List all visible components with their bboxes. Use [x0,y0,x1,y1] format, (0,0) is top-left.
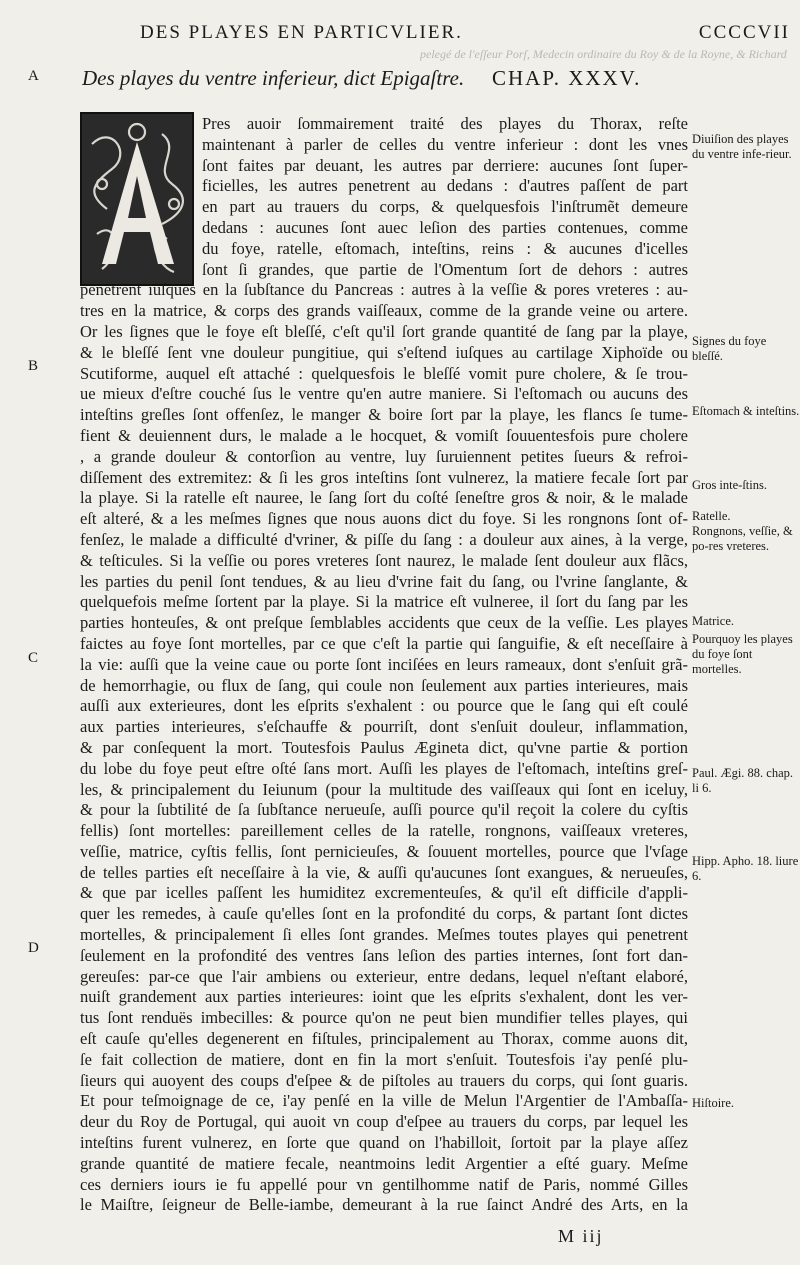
text-line: deur du Roy de Portugal, qui auoit vn coup d'eſpee au trauers du corps, par lequel les [80,1112,688,1132]
text-line: Et pour teſmoignage de ce, i'ay penſé en la ville de Melun l'Argentier de l'Ambaſſa- [80,1091,688,1111]
text-line: & teſticules. Si la veſſie ou pores vreteres ſont naurez, le malade ſent douleur aux flãcs, [80,550,688,570]
text-line: dedans : aucunes ſont auec leſion des parties contenues, comme [202,217,688,237]
text-line: ſe fait collection de matiere, dont en fin la mort s'enſuit. Toutesfois i'ay penſé plu- [80,1049,688,1069]
text-line: & pour la ſubtilité de ſa ſubſtance nerueuſe, auſſi pource qu'il reçoit la colere du cyſtis [80,800,688,820]
text-line: & par conſequent la mort. Toutesfois Paulus Ægineta dict, qu'vne partie & portion [80,737,688,757]
text-line: fellis) ſont mortelles: pareillement celles de la ratelle, rongnons, vaiſſeaux vreteres, [80,821,688,841]
text-line: nuiſt grandement aux parties interieures: ioint que les eſprits s'exhalent, dont les ver- [80,987,688,1007]
signature-mark: M iij [558,1226,604,1246]
side-note-history: Hiſtoire. [692,1096,735,1110]
text-line: diſſement des extremitez: & ſi les gros inteſtins ſont vulnerez, la matiere fecale ſort par [80,467,688,487]
text-line: les parties du penil ſont tendues, & au lieu d'vrine fait du ſang, ou l'vrine ſanglante, & [80,571,688,591]
side-note-divisions: Diuiſion des playes du ventre infe-rieur. [692,132,792,161]
text-line: mortelles, & principalement ſi elles ſont grandes. Meſmes toutes playes qui penetrent [80,925,688,945]
running-title: DES PLAYES EN PARTICVLIER. [140,22,463,43]
text-line: du foye, ratelle, eſtomach, inteſtins, reins : & aucunes d'icelles [202,238,688,258]
main-text-block [80,114,688,1216]
text-line: Or les ſignes que le foye eſt bleſſé, c'eſt qu'il ſort grande quantité de ſang par la playe, [80,321,688,341]
side-note-paulus: Paul. Ægi. 88. chap. li 6. [692,766,794,795]
text-line: fient & deuiennent durs, le malade a le hocquet, & vomiſt ſouuentesfois pure cholere [80,425,688,445]
chapter-title: Des playes du ventre inferieur, dict Epigaſtre. [82,66,465,90]
chapter-number: CHAP. XXXV. [492,66,642,90]
text-line: ſont faites par deuant, les autres par derriere: aucunes ſont ſuper- [202,155,688,175]
chapter-heading [82,66,682,91]
text-line: de telles parties eſt neceſſaire à la vie, & auſſi qu'aucunes ſont exangues, & nerueuſes, [80,862,688,882]
text-line: Pres auoir ſommairement traité des playes du Thorax, reſte [202,114,688,133]
side-note-womb: Matrice. [692,614,734,628]
marginal-letter-c: C [28,650,39,666]
text-line: ficielles, les autres penetrent au dedans : d'autres paſſent de part [202,176,688,196]
text-line: quer les remedes, à cauſe qu'elles ſont en la profondité du corps, & partant ſont dictes [80,904,688,924]
text-line: le Maiſtre, ſeigneur de Belle-iambe, demeurant à la rue ſainct André des Arts, en la [80,1195,688,1215]
text-line: en part au trauers du corps, & quelquesfois l'inſtrumẽt demeure [202,197,688,217]
text-line: tus ſont renduës imbecilles: & pource qu'on ne peut bien mundifier telles playes, qui [80,1008,688,1028]
text-line: auſſi aux exterieures, dont les eſprits s'exhalent : ou pource que le ſang qui eſt coulé [80,696,688,716]
marginal-letter-d: D [28,940,39,956]
text-line: gereuſes: par-ce que l'air ambiens ou exterieur, entre dedans, lequel n'eſtant elaboré, [80,966,688,986]
text-line: eſt cauſe qu'elles degenerent en fiſtules, principalement au Thorax, comme auons dit, [80,1029,688,1049]
text-line: Scutiforme, auquel eſt attaché : quelquesfois le bleſſé vomit pure cholere, & ſe trou- [80,363,688,383]
text-line: inteſtins greſles ſont offenſez, le manger & boire ſort par la playe, les flancs ſe tume- [80,405,688,425]
text-line: aux parties interieures, s'eſchauffe & pourriſt, dont s'enſuit douleur, inflammation, [80,717,688,737]
text-line: quelquefois meſme ſortent par la playe. Si la matrice eſt vulneree, il ſort du ſang par les [80,592,688,612]
folio-number: CCCCVII [698,22,790,43]
text-line: grande quantité de matiere fecale, neantmoins ledit Argentier a eſté guary. Meſme [80,1153,688,1173]
text-line: la vie: auſſi que la veine caue ou porte ſont inciſées en leurs rameaux, dont s'enſuit grã- [80,654,688,674]
marginal-letter-a: A [28,68,39,84]
side-note-large-intestines: Gros inte-ſtins. [692,478,767,492]
side-note-liver-mortal: Pourquoy les playes du foye ſont mortelles. [692,632,793,676]
text-line: maintenant à parler de celles du ventre inferieur : dont les vnes [202,134,688,154]
side-note-kidneys: Rongnons, veſſie, & po-res vreteres. [692,524,793,553]
text-line: la playe. Si la ratelle eſt nauree, le ſang ſort du coſté ſeneſtre gros & noir, & le malade [80,488,688,508]
side-note-stomach: Eſtomach & inteſtins. [692,404,800,418]
bleed-through-text: pelegé de l'eſſeur Porſ, Medecin ordinaire du Roy & de la Royne, & Richard [420,47,787,61]
text-line: tres en la matrice, & corps des grands vaiſſeaux, comme de la grande veine ou artere. [80,301,688,321]
text-line: faictes au foye ſont mortelles, par ce que c'eſt la partie qui ſanguifie, & eſt neceſſaire à [80,633,688,653]
text-line: ces derniers iours ie fu appellé pour vn gentilhomme natif de Paris, nommé Gilles [80,1174,688,1194]
text-line: ſieurs qui auoyent des coups d'eſpee & de piſtoles au trauers du corps, qui ſont guaris. [80,1070,688,1090]
text-line: veſſie, matrice, cyſtis fellis, ſont pernicieuſes, & ſouuent mortelles, pource que l'vſage [80,841,688,861]
text-line: inteſtins furent vulnerez, en ſorte que quand on l'habilloit, ſortoit par la playe aſſez [80,1133,688,1153]
marginal-letter-b: B [28,358,39,374]
text-line: penetrent iuſques en la ſubſtance du Pancreas : autres à la veſſie & pores vreteres : au- [80,280,688,300]
side-note-spleen: Ratelle. [692,509,731,523]
side-note-liver-signs: Signes du foye bleſſé. [692,334,767,363]
text-line: & que par icelles paſſent les humiditez excrementeuſes, & qu'il eſt difficile d'appli- [80,883,688,903]
text-line: du lobe du foye peut eſtre oſté ſans mort. Auſſi les playes de l'eſtomach, inteſtins greſ- [80,758,688,778]
text-line: ſont ſi grandes, que partie de l'Omentum ſort de dehors : autres [202,259,688,279]
text-line: les, & principalement du Ieiunum (pour la multitude des vaiſſeaux qui ſont en iceluy, [80,779,688,799]
text-line: ue mieux d'eſtre couché ſus le ventre qu'en autre maniere. Si l'eſtomach ou aucuns des [80,384,688,404]
text-line: de hemorrhagie, ou flux de ſang, qui coule non ſeulement aux parties interieures, mais [80,675,688,695]
text-line: , a grande douleur & contorſion au ventre, luy ſuruiennent petites ſueurs & refroi- [80,446,688,466]
text-line: ſeulement en la profondité des ventres ſans leſion des parties internes, ſont fort dan- [80,945,688,965]
side-note-hippocrates: Hipp. Apho. 18. liure 6. [692,854,799,883]
text-line: eſt alteré, & a les meſmes ſignes que nous auons dict du foye. Si les rongnons ſont of- [80,509,688,529]
text-line: parties honteuſes, & ont preſque ſemblables accidents que ceux de la veſſie. Les playes [80,613,688,633]
text-line: fenſez, le malade a difficulté d'vriner, & piſſe du ſang : a douleur aux aines, à la verge, [80,529,688,549]
text-line: & le bleſſé ſent vne douleur pungitiue, qui s'eſtend iuſques au cartilage Xiphoïde ou [80,342,688,362]
